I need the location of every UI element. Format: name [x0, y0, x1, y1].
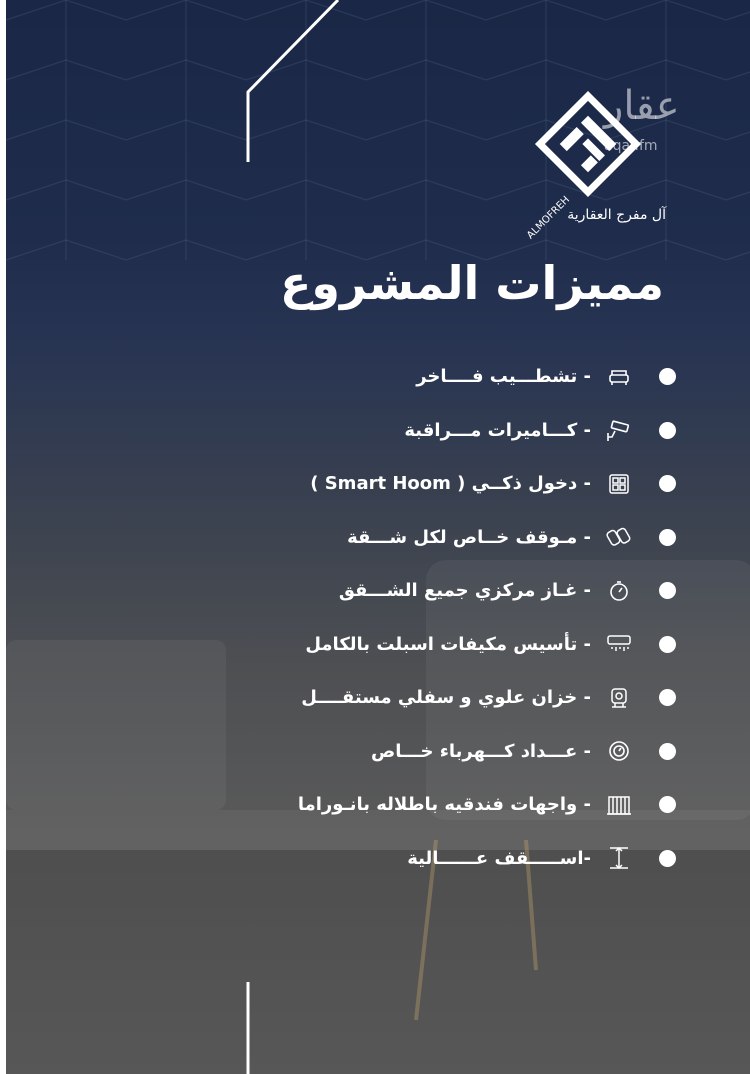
- watermark-logo: عقار: [604, 83, 680, 129]
- bullet-dot: [659, 636, 676, 653]
- facade-icon: [605, 791, 633, 819]
- feature-label: - مـوقف خــاص لكل شـــقة: [347, 526, 591, 548]
- ceiling-icon: [605, 844, 633, 872]
- bullet-dot: [659, 743, 676, 760]
- feature-item: [236, 671, 676, 725]
- air-conditioner-icon: [605, 630, 633, 658]
- page-title: مميزات المشروع: [279, 256, 664, 310]
- bullet-dot: [659, 529, 676, 546]
- feature-label: - تأسيس مكيفات اسبلت بالكامل: [305, 633, 591, 655]
- feature-label: - عـــداد كـــهرباء خـــاص: [371, 740, 591, 762]
- bullet-dot: [659, 689, 676, 706]
- watermark-domain: aqar.fm: [604, 138, 658, 154]
- security-camera-icon: [605, 416, 633, 444]
- svg-text:ALMOFREH: ALMOFREH: [525, 194, 573, 242]
- bullet-dot: [659, 850, 676, 867]
- feature-label: -اســـــقف عــــــالية: [407, 847, 591, 869]
- feature-label: - كـــاميرات مـــراقبة: [404, 419, 591, 441]
- feature-label: - واجهات فندقيه باطلاله بانـوراما: [297, 794, 591, 816]
- feature-label: - دخول ذكــي ( Smart Hoom ): [310, 473, 591, 495]
- feature-item: [236, 832, 676, 886]
- feature-item: [236, 564, 676, 618]
- bullet-dot: [659, 475, 676, 492]
- feature-label: - تشطـــيب فــــاخر: [416, 366, 591, 388]
- poster: [6, 0, 750, 1074]
- parking-icon: [605, 523, 633, 551]
- sofa-icon: [605, 363, 633, 391]
- feature-item: [236, 511, 676, 565]
- electric-meter-icon: [605, 737, 633, 765]
- smart-panel-icon: [605, 470, 633, 498]
- feature-item: [236, 457, 676, 511]
- feature-item: [236, 404, 676, 458]
- gas-meter-icon: [605, 577, 633, 605]
- feature-item: [236, 778, 676, 832]
- bullet-dot: [659, 796, 676, 813]
- bullet-dot: [659, 368, 676, 385]
- water-tank-icon: [605, 684, 633, 712]
- feature-label: - خزان علوي و سفلي مستقــــل: [301, 687, 591, 709]
- bullet-dot: [659, 422, 676, 439]
- bullet-dot: [659, 582, 676, 599]
- features-list: [236, 350, 676, 885]
- feature-item: [236, 350, 676, 404]
- feature-item: [236, 618, 676, 672]
- feature-item: [236, 725, 676, 779]
- company-name: آل مفرج العقارية: [567, 207, 666, 223]
- feature-label: - غـاز مركزي جميع الشـــقق: [338, 580, 591, 602]
